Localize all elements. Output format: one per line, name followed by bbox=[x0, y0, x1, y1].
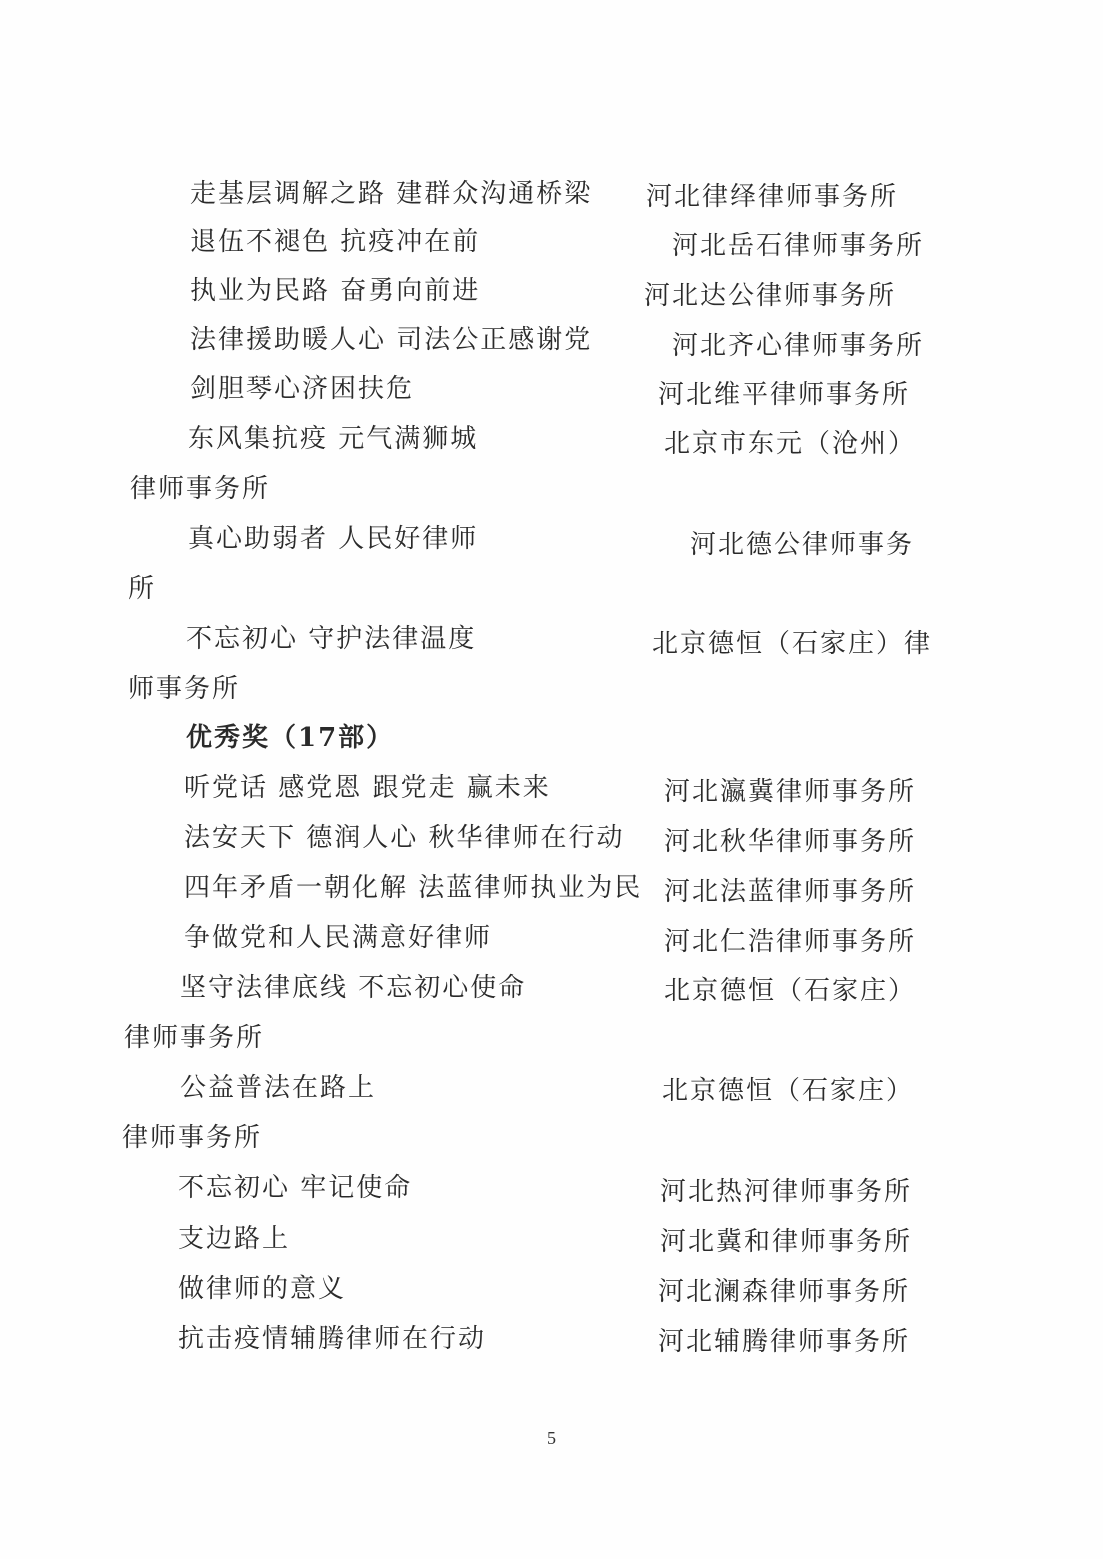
entry-org: 河北热河律师事务所 bbox=[660, 1177, 913, 1207]
entry-org: 河北法蓝律师事务所 bbox=[664, 877, 917, 907]
entry-org: 北京德恒（石家庄） bbox=[662, 1076, 915, 1106]
entry-title: 真心助弱者 人民好律师 bbox=[188, 524, 479, 554]
entry-title: 听党话 感党恩 跟党走 赢未来 bbox=[184, 773, 551, 803]
entry-org: 河北维平律师事务所 bbox=[658, 380, 911, 410]
entry-title: 执业为民路 奋勇向前进 bbox=[190, 276, 481, 306]
entry-org: 河北秋华律师事务所 bbox=[664, 827, 917, 857]
entry-title: 公益普法在路上 bbox=[180, 1073, 377, 1103]
entry-org: 河北仁浩律师事务所 bbox=[664, 927, 917, 957]
entry-title: 东风集抗疫 元气满狮城 bbox=[188, 424, 479, 454]
entry-title: 四年矛盾一朝化解 法蓝律师执业为民 bbox=[184, 873, 643, 903]
entry-title: 支边路上 bbox=[178, 1224, 291, 1254]
entry-title: 争做党和人民满意好律师 bbox=[184, 923, 493, 953]
entry-org-continuation: 所 bbox=[128, 574, 157, 604]
entry-org-continuation: 律师事务所 bbox=[130, 474, 271, 504]
entry-title: 做律师的意义 bbox=[178, 1274, 347, 1304]
page-number: 5 bbox=[547, 1428, 556, 1448]
entry-title: 法律援助暖人心 司法公正感谢党 bbox=[190, 325, 593, 355]
entry-org: 河北辅腾律师事务所 bbox=[658, 1327, 911, 1357]
entry-org-continuation: 师事务所 bbox=[128, 674, 241, 704]
entry-org-continuation: 律师事务所 bbox=[124, 1023, 265, 1053]
entry-org: 北京市东元（沧州） bbox=[664, 429, 917, 459]
entry-org: 北京德恒（石家庄）律 bbox=[652, 629, 933, 659]
entry-title: 抗击疫情辅腾律师在行动 bbox=[178, 1324, 487, 1354]
entry-title: 走基层调解之路 建群众沟通桥梁 bbox=[190, 179, 593, 209]
entry-title: 坚守法律底线 不忘初心使命 bbox=[180, 973, 527, 1003]
entry-org: 河北瀛冀律师事务所 bbox=[664, 777, 917, 807]
entry-title: 不忘初心 守护法律温度 bbox=[186, 624, 477, 654]
entry-org: 河北达公律师事务所 bbox=[644, 281, 897, 311]
entry-org: 河北岳石律师事务所 bbox=[672, 231, 925, 261]
entry-org-continuation: 律师事务所 bbox=[122, 1123, 263, 1153]
entry-org: 河北冀和律师事务所 bbox=[660, 1227, 913, 1257]
entry-title: 不忘初心 牢记使命 bbox=[178, 1173, 413, 1203]
entry-org: 河北澜森律师事务所 bbox=[658, 1277, 911, 1307]
entry-org: 河北律绎律师事务所 bbox=[646, 182, 899, 212]
entry-title: 法安天下 德润人心 秋华律师在行动 bbox=[184, 823, 625, 853]
entry-org: 河北齐心律师事务所 bbox=[672, 331, 925, 361]
entry-title: 剑胆琴心济困扶危 bbox=[190, 374, 415, 404]
entry-org: 北京德恒（石家庄） bbox=[664, 976, 917, 1006]
entry-org: 河北德公律师事务 bbox=[690, 530, 915, 560]
entry-title: 退伍不褪色 抗疫冲在前 bbox=[190, 227, 481, 257]
section-heading: 优秀奖（17部） bbox=[186, 723, 395, 753]
